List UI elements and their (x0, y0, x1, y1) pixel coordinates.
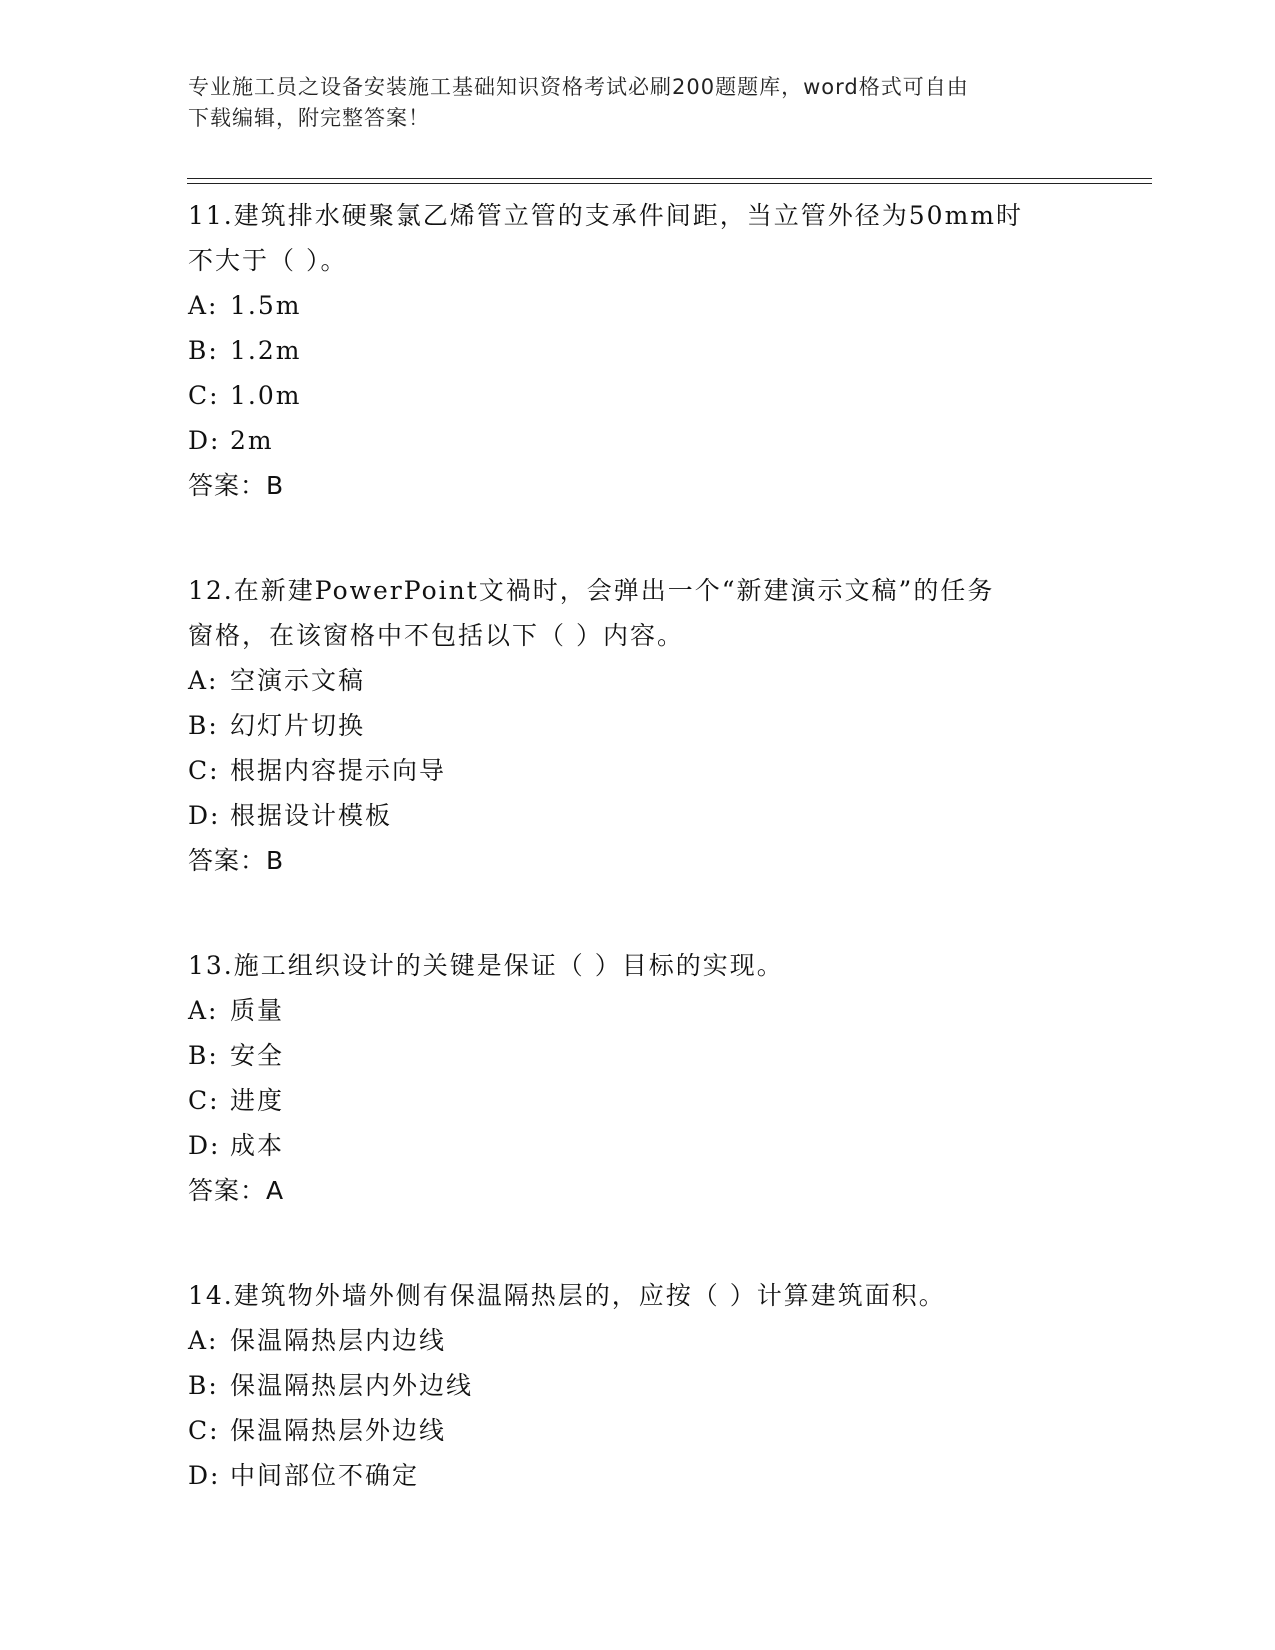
option-a (188, 658, 1088, 703)
document-header (188, 72, 1068, 134)
question-12 (188, 568, 1088, 883)
answer-line: 答案：B (188, 471, 285, 500)
option-text: 保温隔热层内边线 (230, 1326, 447, 1355)
option-c (188, 373, 1088, 418)
option-label: C: (188, 756, 220, 785)
question-stem: 14.建筑物外墙外侧有保温隔热层的，应按（ ）计算建筑面积。 (188, 1281, 946, 1310)
option-text: 幻灯片切换 (230, 711, 366, 740)
option-text: 质量 (230, 996, 285, 1025)
option-d (188, 418, 1088, 463)
question-13 (188, 943, 1088, 1213)
option-text: 成本 (230, 1131, 285, 1160)
option-a (188, 283, 1088, 328)
option-label: A: (188, 666, 219, 695)
option-a (188, 1318, 1088, 1363)
option-label: B: (188, 336, 219, 365)
option-label: C: (188, 1416, 220, 1445)
option-text: 安全 (230, 1041, 285, 1070)
option-b (188, 1363, 1088, 1408)
option-c (188, 1408, 1088, 1453)
option-d (188, 1453, 1088, 1498)
option-b (188, 1033, 1088, 1078)
option-text: 2m (230, 426, 274, 455)
header-divider-bottom (187, 183, 1152, 184)
option-label: C: (188, 381, 220, 410)
question-stem-continued: 窗格，在该窗格中不包括以下（ ）内容。 (188, 621, 684, 650)
option-label: D: (188, 801, 221, 830)
option-text: 保温隔热层内外边线 (230, 1371, 474, 1400)
option-label: A: (188, 1326, 219, 1355)
option-text: 1.2m (230, 336, 302, 365)
option-d (188, 1123, 1088, 1168)
option-text: 1.5m (230, 291, 302, 320)
option-label: D: (188, 1131, 221, 1160)
header-line-1: 专业施工员之设备安装施工基础知识资格考试必刷200题题库，word格式可自由 (188, 75, 969, 99)
option-label: C: (188, 1086, 220, 1115)
option-text: 进度 (230, 1086, 285, 1115)
option-text: 空演示文稿 (230, 666, 366, 695)
option-label: D: (188, 1461, 221, 1490)
header-line-2: 下载编辑，附完整答案！ (188, 106, 430, 130)
option-b (188, 328, 1088, 373)
option-b (188, 703, 1088, 748)
option-a (188, 988, 1088, 1033)
option-label: D: (188, 426, 221, 455)
option-label: A: (188, 291, 219, 320)
question-stem: 12.在新建PowerPoint文禍时，会弹出一个“新建演示文稿”的任务 (188, 576, 995, 605)
answer-line: 答案：B (188, 846, 285, 875)
question-14 (188, 1273, 1088, 1498)
option-text: 中间部位不确定 (230, 1461, 420, 1490)
question-stem: 13.施工组织设计的关键是保证（ ）目标的实现。 (188, 951, 784, 980)
option-c (188, 1078, 1088, 1123)
option-text: 根据设计模板 (230, 801, 393, 830)
option-text: 1.0m (230, 381, 302, 410)
question-stem: 11.建筑排水硬聚氯乙烯管立管的支承件间距，当立管外径为50mm时 (188, 201, 1023, 230)
option-text: 保温隔热层外边线 (230, 1416, 447, 1445)
option-label: B: (188, 711, 219, 740)
question-stem-continued: 不大于（ ）。 (188, 246, 348, 275)
question-11 (188, 193, 1088, 508)
answer-line: 答案：A (188, 1176, 285, 1205)
option-text: 根据内容提示向导 (230, 756, 447, 785)
header-divider-top (187, 178, 1152, 179)
option-label: A: (188, 996, 219, 1025)
option-label: B: (188, 1371, 219, 1400)
question-list (188, 193, 1088, 1558)
option-c (188, 748, 1088, 793)
option-label: B: (188, 1041, 219, 1070)
option-d (188, 793, 1088, 838)
